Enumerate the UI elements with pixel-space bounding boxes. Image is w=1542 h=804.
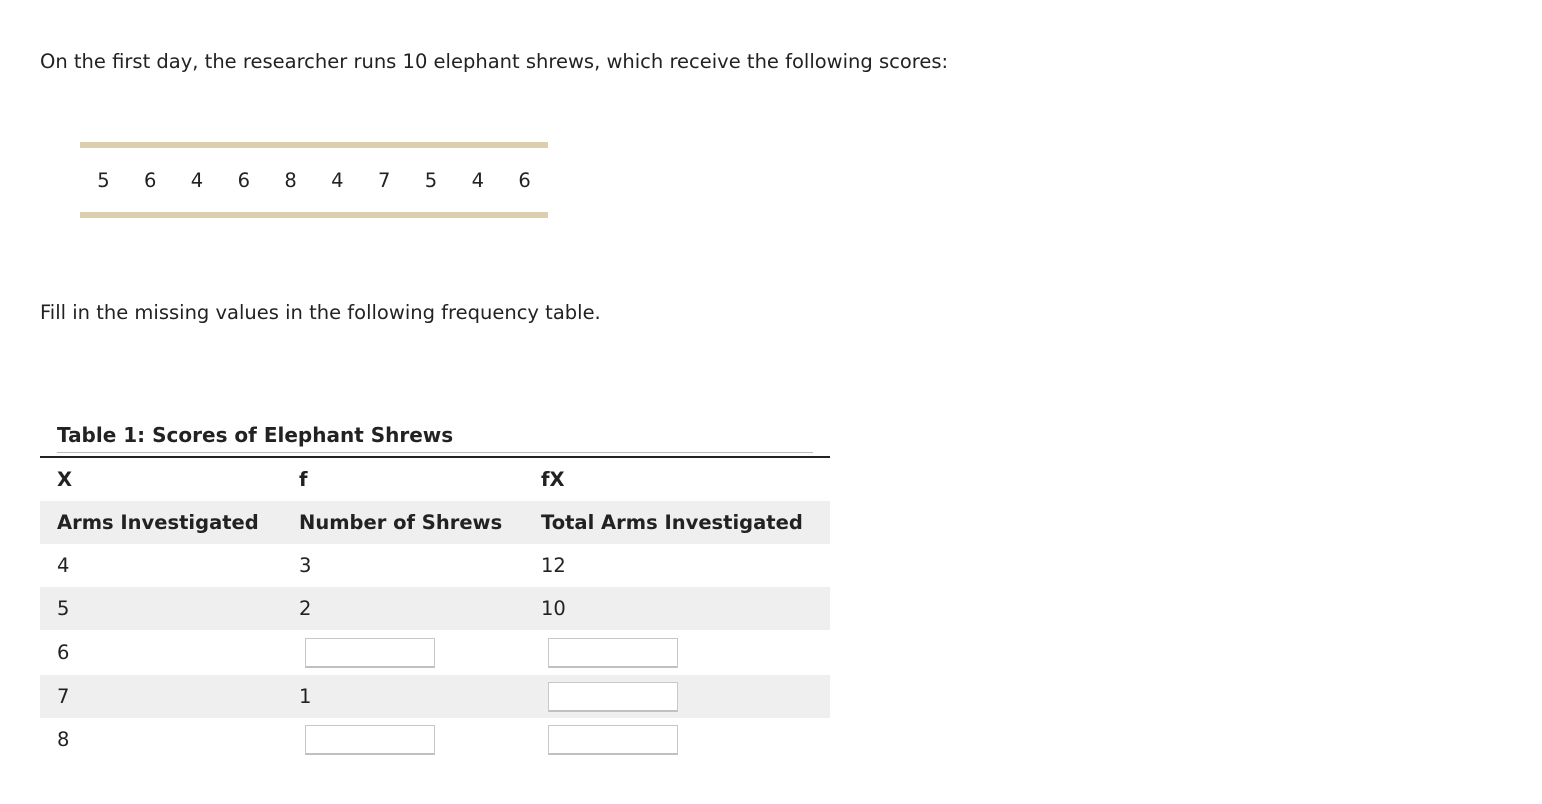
fx-input-7[interactable]	[548, 682, 678, 712]
table-row	[40, 675, 830, 718]
score-value: 4	[331, 169, 344, 192]
x-value: 4	[57, 554, 70, 577]
fx-value: 12	[541, 554, 566, 577]
x-value: 7	[57, 685, 70, 708]
scores-row	[80, 168, 548, 194]
x-value: 5	[57, 597, 70, 620]
score-value: 6	[237, 169, 250, 192]
f-input-6[interactable]	[305, 638, 435, 668]
table-row	[40, 587, 830, 630]
score-value: 7	[377, 169, 391, 192]
score-value: 8	[284, 169, 297, 192]
header-symbol-fx: fX	[541, 468, 565, 491]
f-value: 2	[299, 597, 312, 620]
scores-top-rule	[80, 142, 548, 148]
table-row	[40, 631, 830, 674]
header-symbol-x: X	[57, 468, 73, 491]
f-value: 3	[299, 554, 312, 577]
fx-value: 10	[541, 597, 566, 620]
score-value: 5	[97, 169, 110, 192]
table-caption: Table 1: Scores of Elephant Shrews	[57, 423, 454, 447]
caption-divider	[57, 452, 813, 453]
table-row	[40, 544, 830, 587]
column-header-row	[40, 501, 830, 544]
f-input-8[interactable]	[305, 725, 435, 755]
score-value: 5	[424, 169, 438, 192]
intro-text: On the first day, the researcher runs 10 elephant shrews, which receive the following scores:	[40, 50, 949, 73]
scores-box	[80, 142, 548, 218]
header-arms-investigated: Arms Investigated	[57, 511, 259, 534]
symbol-header-row	[40, 458, 830, 501]
x-value: 6	[57, 641, 70, 664]
instruction-text: Fill in the missing values in the following frequency table.	[40, 301, 601, 324]
fx-input-8[interactable]	[548, 725, 678, 755]
score-value: 4	[190, 169, 204, 192]
fx-input-6[interactable]	[548, 638, 678, 668]
table-row	[40, 718, 830, 761]
scores-bottom-rule	[80, 212, 548, 218]
f-value: 1	[299, 685, 312, 708]
header-symbol-f: f	[299, 468, 308, 491]
score-value: 6	[143, 169, 157, 192]
score-value: 6	[518, 169, 531, 192]
header-total-arms: Total Arms Investigated	[541, 511, 803, 534]
score-value: 4	[471, 169, 484, 192]
x-value: 8	[57, 728, 70, 751]
header-number-of-shrews: Number of Shrews	[299, 511, 503, 534]
